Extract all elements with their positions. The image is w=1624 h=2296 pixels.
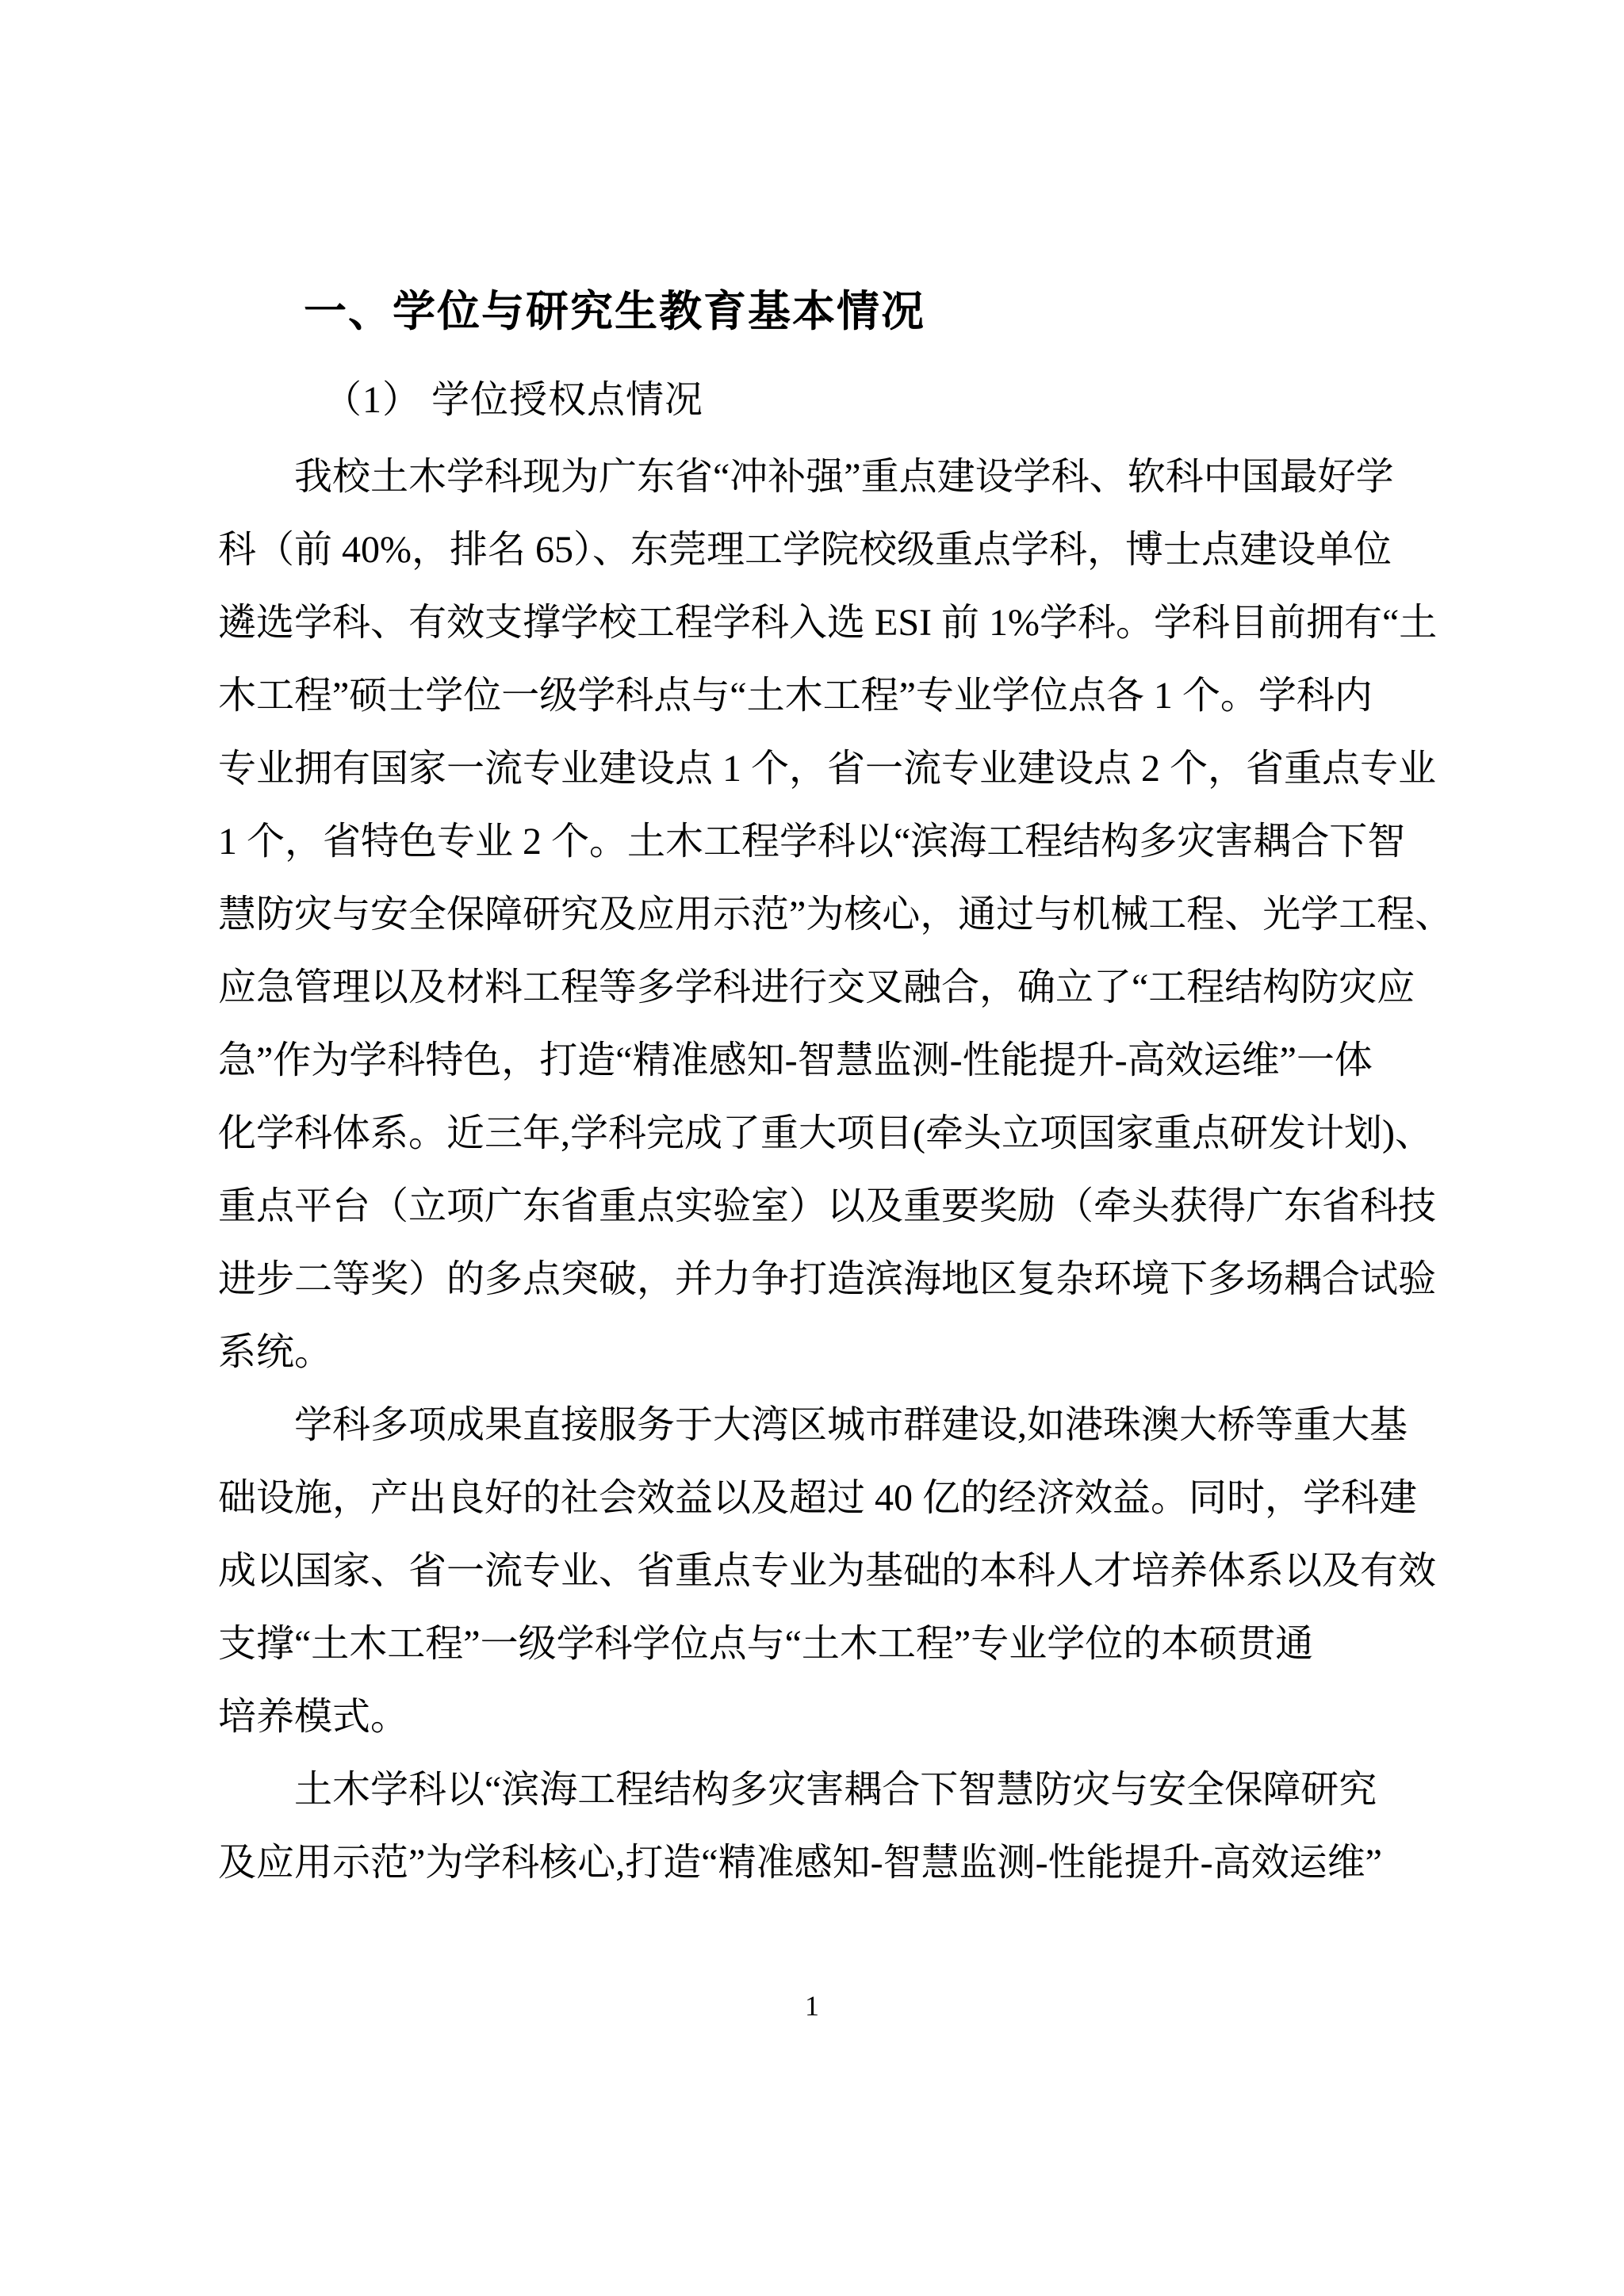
body-line: 及应用示范”为学科核心,打造“精准感知-智慧监测-性能提升-高效运维” <box>218 1842 1382 1884</box>
body-line: 系统。 <box>218 1331 333 1373</box>
section-heading: 一、学位与研究生教育基本情况 <box>304 288 925 335</box>
body-line: 进步二等奖）的多点突破，并力争打造滨海地区复杂环境下多场耦合试验 <box>218 1258 1437 1300</box>
body-line: 1 个，省特色专业 2 个。土木工程学科以“滨海工程结构多灾害耦合下智 <box>218 821 1406 863</box>
body-line: 科（前 40%，排名 65）、东莞理工学院校级重点学科，博士点建设单位 <box>218 529 1392 571</box>
body-line: 应急管理以及材料工程等多学科进行交叉融合，确立了“工程结构防灾应 <box>218 966 1415 1008</box>
body-line: 重点平台（立项广东省重点实验室）以及重要奖励（牵头获得广东省科技 <box>218 1185 1437 1227</box>
body-text <box>218 441 1454 1900</box>
body-line: 遴选学科、有效支撑学校工程学科入选 ESI 前 1%学科。学科目前拥有“土 <box>218 602 1438 644</box>
body-line: 础设施，产出良好的社会效益以及超过 40 亿的经济效益。同时，学科建 <box>218 1477 1418 1519</box>
body-line: 慧防灾与安全保障研究及应用示范”为核心，通过与机械工程、光学工程、 <box>218 894 1454 936</box>
body-line: 木工程”硕士学位一级学科点与“土木工程”专业学位点各 1 个。学科内 <box>218 675 1373 717</box>
page-number: 1 <box>805 1990 819 2022</box>
body-line: 急”作为学科特色，打造“精准感知-智慧监测-性能提升-高效运维”一体 <box>218 1039 1373 1081</box>
body-line: 成以国家、省一流专业、省重点专业为基础的本科人才培养体系以及有效 <box>218 1550 1437 1592</box>
body-line: 支撑“土木工程”一级学科学位点与“土木工程”专业学位的本硕贯通 <box>218 1623 1314 1665</box>
body-line: 学科多项成果直接服务于大湾区城市群建设,如港珠澳大桥等重大基 <box>294 1404 1408 1446</box>
body-line: 化学科体系。近三年,学科完成了重大项目(牵头立项国家重点研发计划)、 <box>218 1112 1433 1154</box>
body-line: 专业拥有国家一流专业建设点 1 个，省一流专业建设点 2 个，省重点专业 <box>218 748 1437 790</box>
subsection-heading: （1） 学位授权点情况 <box>324 379 704 421</box>
body-line: 土木学科以“滨海工程结构多灾害耦合下智慧防灾与安全保障研究 <box>294 1769 1377 1811</box>
body-line: 培养模式。 <box>218 1696 409 1738</box>
body-line: 我校土木学科现为广东省“冲补强”重点建设学科、软科中国最好学 <box>294 456 1394 498</box>
